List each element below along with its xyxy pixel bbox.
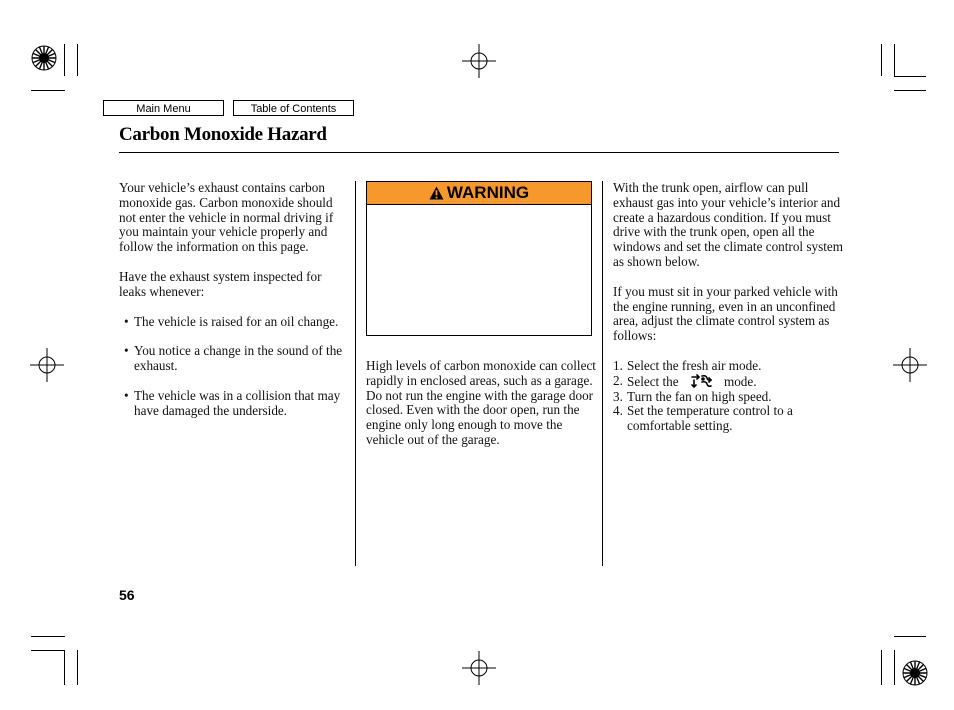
crop-mark-icon xyxy=(31,90,65,91)
column-1 xyxy=(119,181,345,419)
garage-paragraph: High levels of carbon monoxide can collect rapidly in enclosed areas, such as a garage. Do not run the engine with the garage door closed. Even with the door open, run the engine only long enough to move the vehicle out of the garage. xyxy=(366,358,596,447)
list-item: • The vehicle is raised for an oil change. xyxy=(124,313,339,329)
crop-mark-icon xyxy=(64,44,65,76)
registration-target-icon xyxy=(893,348,927,382)
table-of-contents-button[interactable]: Table of Contents xyxy=(233,100,354,116)
crop-mark-icon xyxy=(894,44,895,76)
registration-target-icon xyxy=(30,348,64,382)
starburst-target-icon xyxy=(902,660,928,686)
warning-box xyxy=(366,181,592,336)
trunk-paragraph: With the trunk open, airflow can pull exhaust gas into your vehicle’s interior and create a hazardous condition. If you must drive with the trunk open, open all the windows and set the climate control system as shown below. xyxy=(613,180,844,269)
column-divider xyxy=(602,181,603,566)
list-item: • You notice a change in the sound of the exhaust. xyxy=(124,343,343,374)
crop-mark-icon xyxy=(894,76,926,77)
crop-mark-icon xyxy=(894,650,895,685)
page-number: 56 xyxy=(119,587,135,603)
warning-header xyxy=(367,182,591,205)
column-3 xyxy=(613,181,845,434)
vent-mode-icon xyxy=(690,374,714,388)
title-rule xyxy=(119,152,839,153)
crop-mark-icon xyxy=(894,636,926,637)
intro-paragraph: Your vehicle’s exhaust contains carbon monoxide gas. Carbon monoxide should not enter the vehicle in normal driving if you maintain your vehicle properly and follow the information on this page. xyxy=(119,180,334,255)
registration-target-icon xyxy=(462,651,496,685)
crop-mark-icon xyxy=(881,44,882,76)
list-item: 2. Select the mode. xyxy=(613,372,757,389)
warning-label: WARNING xyxy=(446,183,530,202)
inspection-list xyxy=(119,315,345,419)
list-item: • The vehicle was in a collision that may have damaged the underside. xyxy=(124,387,341,418)
list-item: 4. Set the temperature control to a comfortable setting. xyxy=(613,403,793,434)
column-divider xyxy=(355,181,356,566)
crop-mark-icon xyxy=(881,650,882,685)
crop-mark-icon xyxy=(31,650,65,651)
climate-steps xyxy=(613,359,845,434)
starburst-target-icon xyxy=(31,45,57,71)
crop-mark-icon xyxy=(894,90,926,91)
crop-mark-icon xyxy=(77,44,78,76)
crop-mark-icon xyxy=(31,636,65,637)
page-title: Carbon Monoxide Hazard xyxy=(119,124,327,145)
list-item: 1. Select the fresh air mode. xyxy=(613,357,762,373)
list-item: 3. Turn the fan on high speed. xyxy=(613,388,772,404)
inspection-paragraph: Have the exhaust system inspected for leaks whenever: xyxy=(119,268,322,299)
crop-mark-icon xyxy=(64,650,65,685)
registration-target-icon xyxy=(462,44,496,78)
warning-triangle-icon xyxy=(429,186,444,200)
parked-paragraph: If you must sit in your parked vehicle with the engine running, even in an unconfined area, adjust the climate control system as follows: xyxy=(613,283,838,344)
column-2 xyxy=(366,359,596,448)
main-menu-button[interactable]: Main Menu xyxy=(103,100,224,116)
crop-mark-icon xyxy=(77,650,78,685)
